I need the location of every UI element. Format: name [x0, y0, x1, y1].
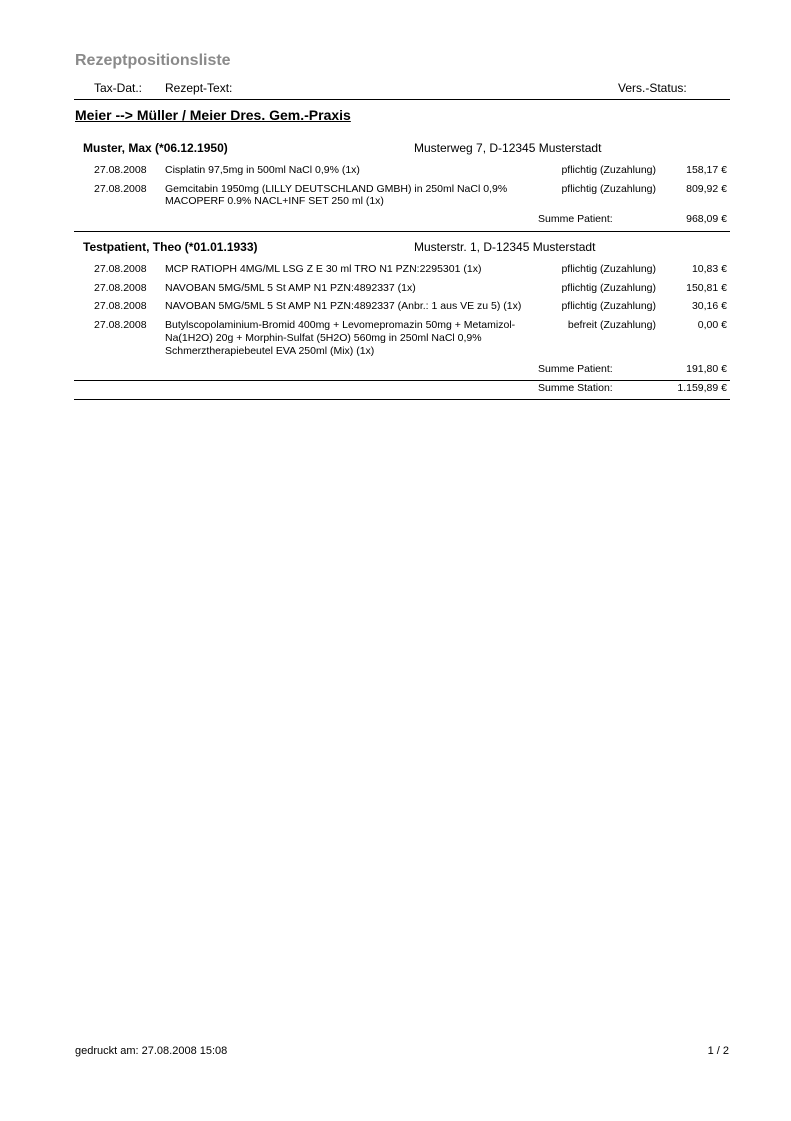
row-date: 27.08.2008: [94, 263, 147, 275]
station-divider: [74, 399, 730, 400]
patient-divider: [74, 231, 730, 232]
row-date: 27.08.2008: [94, 319, 147, 331]
row-amount: 150,81 €: [686, 282, 727, 294]
patient-divider: [74, 380, 730, 381]
station-title: Meier --> Müller / Meier Dres. Gem.-Praxis: [75, 107, 351, 123]
column-header-text: Rezept-Text:: [165, 81, 233, 95]
station-sum-label: Summe Station:: [538, 382, 613, 394]
patient-sum-label: Summe Patient:: [538, 213, 613, 225]
patient-sum-label: Summe Patient:: [538, 363, 613, 375]
row-date: 27.08.2008: [94, 282, 147, 294]
row-text-continued: MACOPERF 0.9% NACL+INF SET 250 ml (1x): [165, 195, 384, 207]
row-amount: 158,17 €: [686, 164, 727, 176]
row-text: Cisplatin 97,5mg in 500ml NaCl 0,9% (1x): [165, 164, 360, 176]
row-text-continued: Schmerztherapiebeutel EVA 250ml (Mix) (1x): [165, 345, 375, 357]
row-text: Butylscopolaminium-Bromid 400mg + Levomepromazin 50mg + Metamizol-: [165, 319, 516, 331]
row-status: pflichtig (Zuzahlung): [561, 183, 656, 195]
row-status: pflichtig (Zuzahlung): [561, 164, 656, 176]
patient-sum-value: 191,80 €: [686, 363, 727, 375]
row-text: NAVOBAN 5MG/5ML 5 St AMP N1 PZN:4892337 (1x): [165, 282, 416, 294]
row-status: befreit (Zuzahlung): [567, 319, 656, 331]
row-status: pflichtig (Zuzahlung): [561, 263, 656, 275]
column-header-status: Vers.-Status:: [618, 81, 687, 95]
row-status: pflichtig (Zuzahlung): [561, 300, 656, 312]
page-title: Rezeptpositionsliste: [75, 52, 231, 69]
row-amount: 30,16 €: [691, 300, 727, 312]
row-text: NAVOBAN 5MG/5ML 5 St AMP N1 PZN:4892337 (Anbr.: 1 aus VE zu 5) (1x): [165, 300, 522, 312]
row-amount: 0,00 €: [697, 319, 727, 331]
row-date: 27.08.2008: [94, 300, 147, 312]
column-header-tax-date: Tax-Dat.:: [94, 81, 143, 95]
row-date: 27.08.2008: [94, 183, 147, 195]
row-amount: 10,83 €: [691, 263, 727, 275]
row-date: 27.08.2008: [94, 164, 147, 176]
row-amount: 809,92 €: [686, 183, 727, 195]
page-number: 1 / 2: [707, 1045, 729, 1057]
header-rule: [74, 99, 730, 100]
patient-name: Muster, Max (*06.12.1950): [83, 141, 228, 155]
patient-address: Musterstr. 1, D-12345 Musterstadt: [414, 240, 596, 254]
patient-name: Testpatient, Theo (*01.01.1933): [83, 240, 258, 254]
print-timestamp: gedruckt am: 27.08.2008 15:08: [75, 1045, 228, 1057]
row-text-continued: Na(1H2O) 20g + Morphin-Sulfat (5H2O) 560mg in 250ml NaCl 0,9%: [165, 332, 482, 344]
patient-address: Musterweg 7, D-12345 Musterstadt: [414, 141, 602, 155]
row-status: pflichtig (Zuzahlung): [561, 282, 656, 294]
row-text: Gemcitabin 1950mg (LILLY DEUTSCHLAND GMBH) in 250ml NaCl 0,9%: [165, 183, 508, 195]
row-text: MCP RATIOPH 4MG/ML LSG Z E 30 ml TRO N1 PZN:2295301 (1x): [165, 263, 482, 275]
patient-sum-value: 968,09 €: [686, 213, 727, 225]
station-sum-value: 1.159,89 €: [677, 382, 727, 394]
